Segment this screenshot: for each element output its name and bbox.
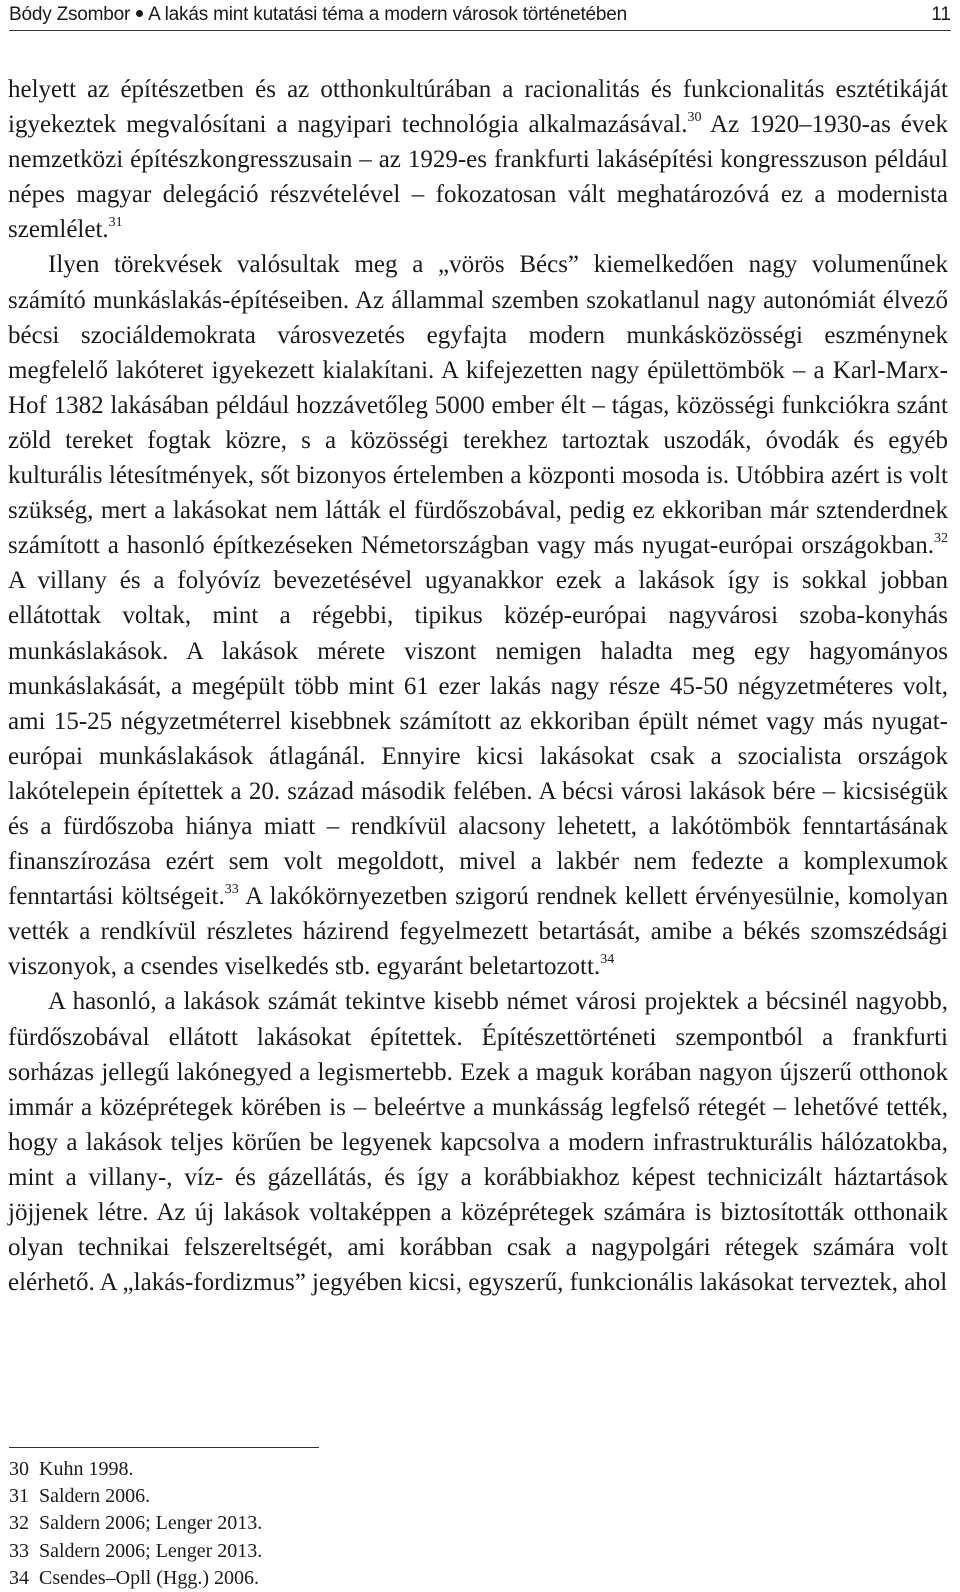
footnote-30 (9, 1456, 609, 1483)
footnote-text: Csendes–Opll (Hgg.) 2006. (39, 1566, 259, 1589)
header-title: A lakás mint kutatási téma a modern városok történetében (148, 4, 627, 25)
paragraph-2-part-c: A lakókörnyezetben szigorú rendnek kellett érvényesülnie, komolyan vették a rendkívül részletes házirend fegyelmezett betartását, amibe a békés szomszédsági viszonyok, a csendes viselkedés stb. egyaránt beletartozott. (8, 883, 948, 981)
paragraph-1 (8, 72, 948, 247)
footnote-ref-33[interactable]: 33 (224, 882, 239, 898)
bullet-icon (136, 10, 143, 17)
footnote-ref-32[interactable]: 32 (934, 531, 948, 547)
footnote-34 (9, 1565, 609, 1592)
footnote-text: Saldern 2006; Lenger 2013. (39, 1539, 263, 1562)
paragraph-3 (8, 984, 948, 1300)
paragraph-2 (8, 247, 948, 984)
footnote-number: 34 (9, 1566, 29, 1589)
footnote-31 (9, 1483, 609, 1510)
paragraph-2-part-b: A villany és a folyóvíz bevezetésével ugyanakkor ezek a lakások így is sokkal jobban ellátottak voltak, mint a régebbi, tipikus közép-európai nagyvárosi szoba-konyhás munkáslakások. A lakások mérete viszont nemigen haladta meg egy hagyományos munkáslakását, a megépült több mint 61 ezer lakás nagy része 45-50 négyzetméteres volt, ami 15-25 négyzetméterrel kisebbnek számított az ekkoriban épült német vagy más nyugat-európai munkáslakások átlagánál. Ennyire kicsi lakásokat csak a szocialista országok lakótelepein építettek a 20. század második felében. A bécsi városi lakások bére – kicsiségük és a fürdőszoba hiánya miatt – rendkívül alacsony lehetett, a lakótömbök fenntartásának finanszírozása ezért sem volt megoldott, mivel a lakbér nem fedezte a komplexumok fenntartási költségeit. (8, 567, 948, 911)
paragraph-3-text: A hasonló, a lakások számát tekintve kisebb német városi projektek a bécsinél nagyobb, fürdőszobával ellátott lakásokat építettek. Építészettörténeti szempontból a frankfurti sorházas jellegű lakónegyed a legismertebb. Ezek a maguk korában nagyon újszerű otthonok immár a középrétegek körében is – beleértve a munkásság legfelső rétegét – lehetővé tették, hogy a lakások teljes körűen be legyenek kapcsolva a modern infrastrukturális hálózatokba, mint a villany-, víz- és gázellátás, és így a korábbiakhoz képest technicizált háztartások jöjjenek létre. Az új lakások voltaképpen a középrétegek számára is biztosították otthonaik olyan technikai felszereltségét, ami korábban csak a nagypolgári rétegek számára volt elérhető. A „lakás-fordizmus” jegyében kicsi, egyszerű, funkcionális lakásokat terveztek, ahol (8, 988, 948, 1297)
footnote-text: Saldern 2006. (39, 1485, 151, 1508)
footnote-divider (9, 1447, 319, 1448)
footnote-text: Kuhn 1998. (39, 1458, 134, 1480)
page-number: 11 (931, 4, 951, 25)
header-author: Bódy Zsombor (9, 4, 131, 25)
paragraph-1-part-a: helyett az építészetben és az otthonkultúrában a racionalitás és funkcionalitás esztétikáját igyekeztek megvalósítani a nagyipari technológia alkalmazásával. (8, 76, 948, 139)
footnote-number: 32 (9, 1512, 29, 1535)
footnote-32 (9, 1510, 609, 1537)
footnote-ref-34[interactable]: 34 (600, 952, 615, 968)
body-text (8, 72, 948, 1300)
footnote-number: 31 (9, 1485, 29, 1508)
footnote-ref-30[interactable]: 30 (687, 110, 702, 126)
footnote-ref-31[interactable]: 31 (108, 215, 123, 231)
paragraph-1-part-b: Az 1920–1930-as évek nemzetközi építészkongresszusain – az 1929-es frankfurti lakásépítési kongresszuson például népes magyar delegáció részvételével – fokozatosan vált meghatározóvá ez a modernista szemlélet. (8, 111, 948, 244)
footnotes (9, 1456, 609, 1592)
running-header (9, 0, 951, 31)
footnote-number: 30 (9, 1458, 29, 1480)
footnote-text: Saldern 2006; Lenger 2013. (39, 1512, 263, 1535)
paragraph-2-part-a: Ilyen törekvések valósultak meg a „vörös Bécs” kiemelkedően nagy volumenűnek számító munkáslakás-építéseiben. Az állammal szemben szokatlanul nagy autonómiát élvező bécsi szociáldemokrata városvezetés egyfajta modern munkásközösségi eszménynek megfelelő lakóteret igyekezett kialakítani. A kifejezetten nagy épülettömbök – a Karl-Marx-Hof 1382 lakásában például hozzávetőleg 5000 ember élt – tágas, közösségi funkciókra szánt zöld tereket fogtak közre, s a közösségi terekhez tartoztak uszodák, óvodák és egyéb kulturális létesítmények, sőt bizonyos értelemben a központi mosoda is. Utóbbira azért is volt szükség, mert a lakásokat nem látták el fürdőszobával, pedig ez ekkoriban már sztenderdnek számított a hasonló építkezéseken Németországban vagy más nyugat-európai országokban. (8, 251, 948, 560)
footnote-33 (9, 1538, 609, 1565)
footnote-number: 33 (9, 1539, 29, 1562)
